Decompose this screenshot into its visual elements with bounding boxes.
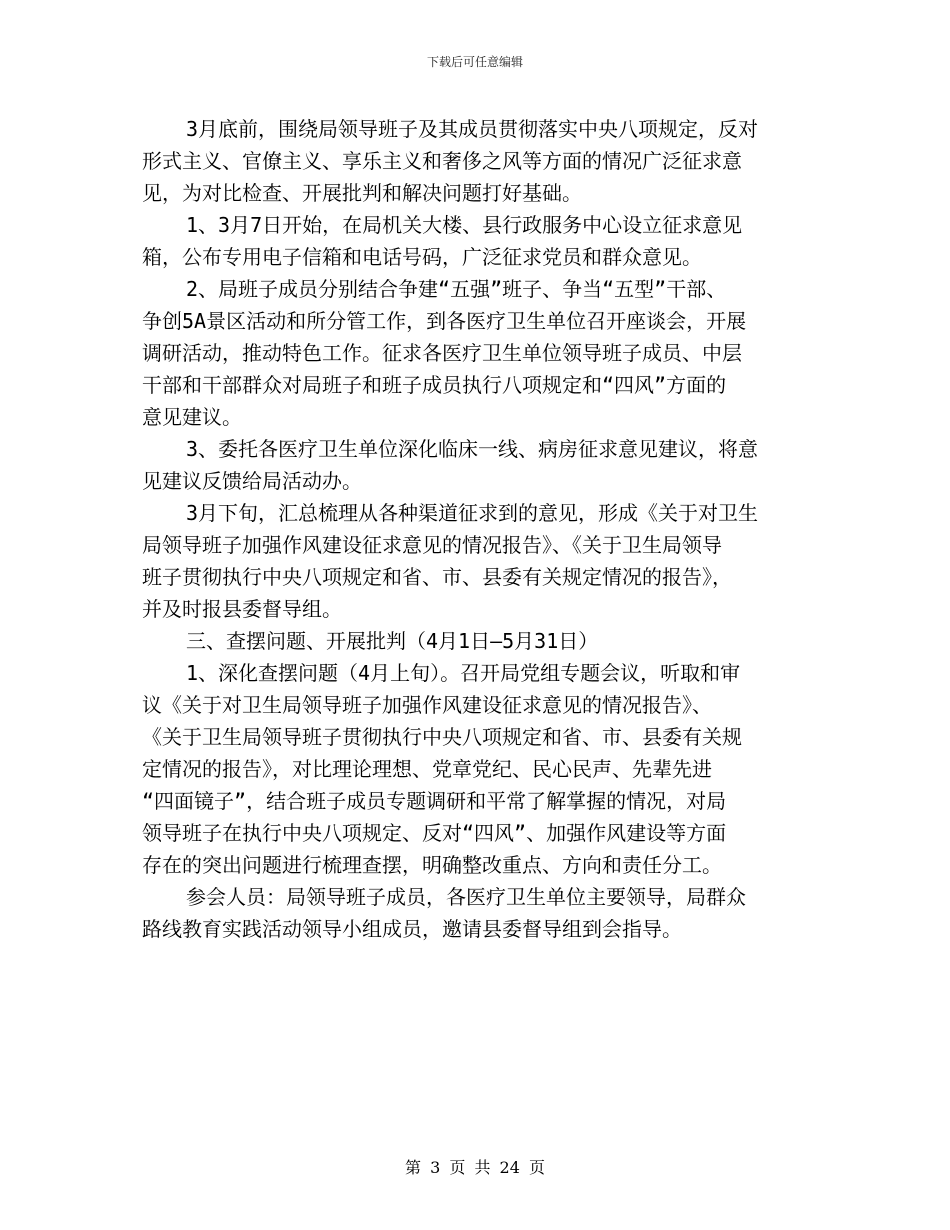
text-line: 1、深化查摆问题（4月上旬）。召开局党组专题会议，听取和审 — [186, 661, 741, 685]
text-line: 见，为对比检查、开展批判和解决问题打好基础。 — [142, 181, 582, 205]
text-line: 班子贯彻执行中央八项规定和省、市、县委有关规定情况的报告》， — [142, 565, 732, 589]
text-line: 存在的突出问题进行梳理查摆，明确整改重点、方向和责任分工。 — [142, 853, 722, 877]
paragraph — [142, 657, 807, 881]
text-line: 1、3月7日开始，在局机关大楼、县行政服务中心设立征求意见 — [186, 213, 743, 237]
text-line: 3、委托各医疗卫生单位深化临床一线、病房征求意见建议，将意 — [186, 437, 759, 461]
text-line: 见建议反馈给局活动办。 — [142, 469, 362, 493]
text-line: 2、局班子成员分别结合争建“五强”班子、争当“五型”干部、 — [186, 277, 727, 301]
text-line: 《关于卫生局领导班子贯彻执行中央八项规定和省、市、县委有关规 — [142, 725, 742, 749]
text-line: 定情况的报告》，对比理论理想、党章党纪、民心民声、先辈先进 — [142, 757, 712, 781]
text-line: 三、查摆问题、开展批判（4月1日—5月31日） — [186, 629, 599, 653]
text-line: 议《关于对卫生局领导班子加强作风建设征求意见的情况报告》、 — [142, 693, 712, 717]
paragraph — [142, 433, 807, 497]
text-line: 形式主义、官僚主义、享乐主义和奢侈之风等方面的情况广泛征求意 — [142, 149, 742, 173]
text-line: 3月下旬，汇总梳理从各种渠道征求到的意见，形成《关于对卫生 — [186, 501, 759, 525]
paragraph — [142, 273, 807, 433]
text-line: 干部和干部群众对局班子和班子成员执行八项规定和“四风”方面的 — [142, 373, 727, 397]
paragraph — [142, 209, 807, 273]
text-line: 参会人员：局领导班子成员，各医疗卫生单位主要领导，局群众 — [186, 885, 746, 909]
paragraph — [142, 625, 807, 657]
text-line: 并及时报县委督导组。 — [142, 597, 342, 621]
text-line: 3月底前，围绕局领导班子及其成员贯彻落实中央八项规定，反对 — [186, 117, 759, 141]
text-line: 箱，公布专用电子信箱和电话号码，广泛征求党员和群众意见。 — [142, 245, 702, 269]
paragraph — [142, 497, 807, 625]
text-line: 意见建议。 — [142, 405, 242, 429]
page-header-note: 下载后可任意编辑 — [426, 55, 523, 69]
page-footer-number: 第 3 页 共 24 页 — [405, 1158, 545, 1177]
text-line: 领导班子在执行中央八项规定、反对“四风”、加强作风建设等方面 — [142, 821, 727, 845]
paragraph — [142, 113, 807, 209]
paragraph — [142, 881, 807, 945]
text-line: 调研活动，推动特色工作。征求各医疗卫生单位领导班子成员、中层 — [142, 341, 742, 365]
text-line: 路线教育实践活动领导小组成员，邀请县委督导组到会指导。 — [142, 917, 682, 941]
document-body — [142, 113, 807, 945]
text-line: “四面镜子”，结合班子成员专题调研和平常了解掌握的情况，对局 — [142, 789, 727, 813]
text-line: 争创5A景区活动和所分管工作，到各医疗卫生单位召开座谈会，开展 — [142, 309, 747, 333]
text-line: 局领导班子加强作风建设征求意见的情况报告》、《关于卫生局领导 — [142, 533, 722, 557]
